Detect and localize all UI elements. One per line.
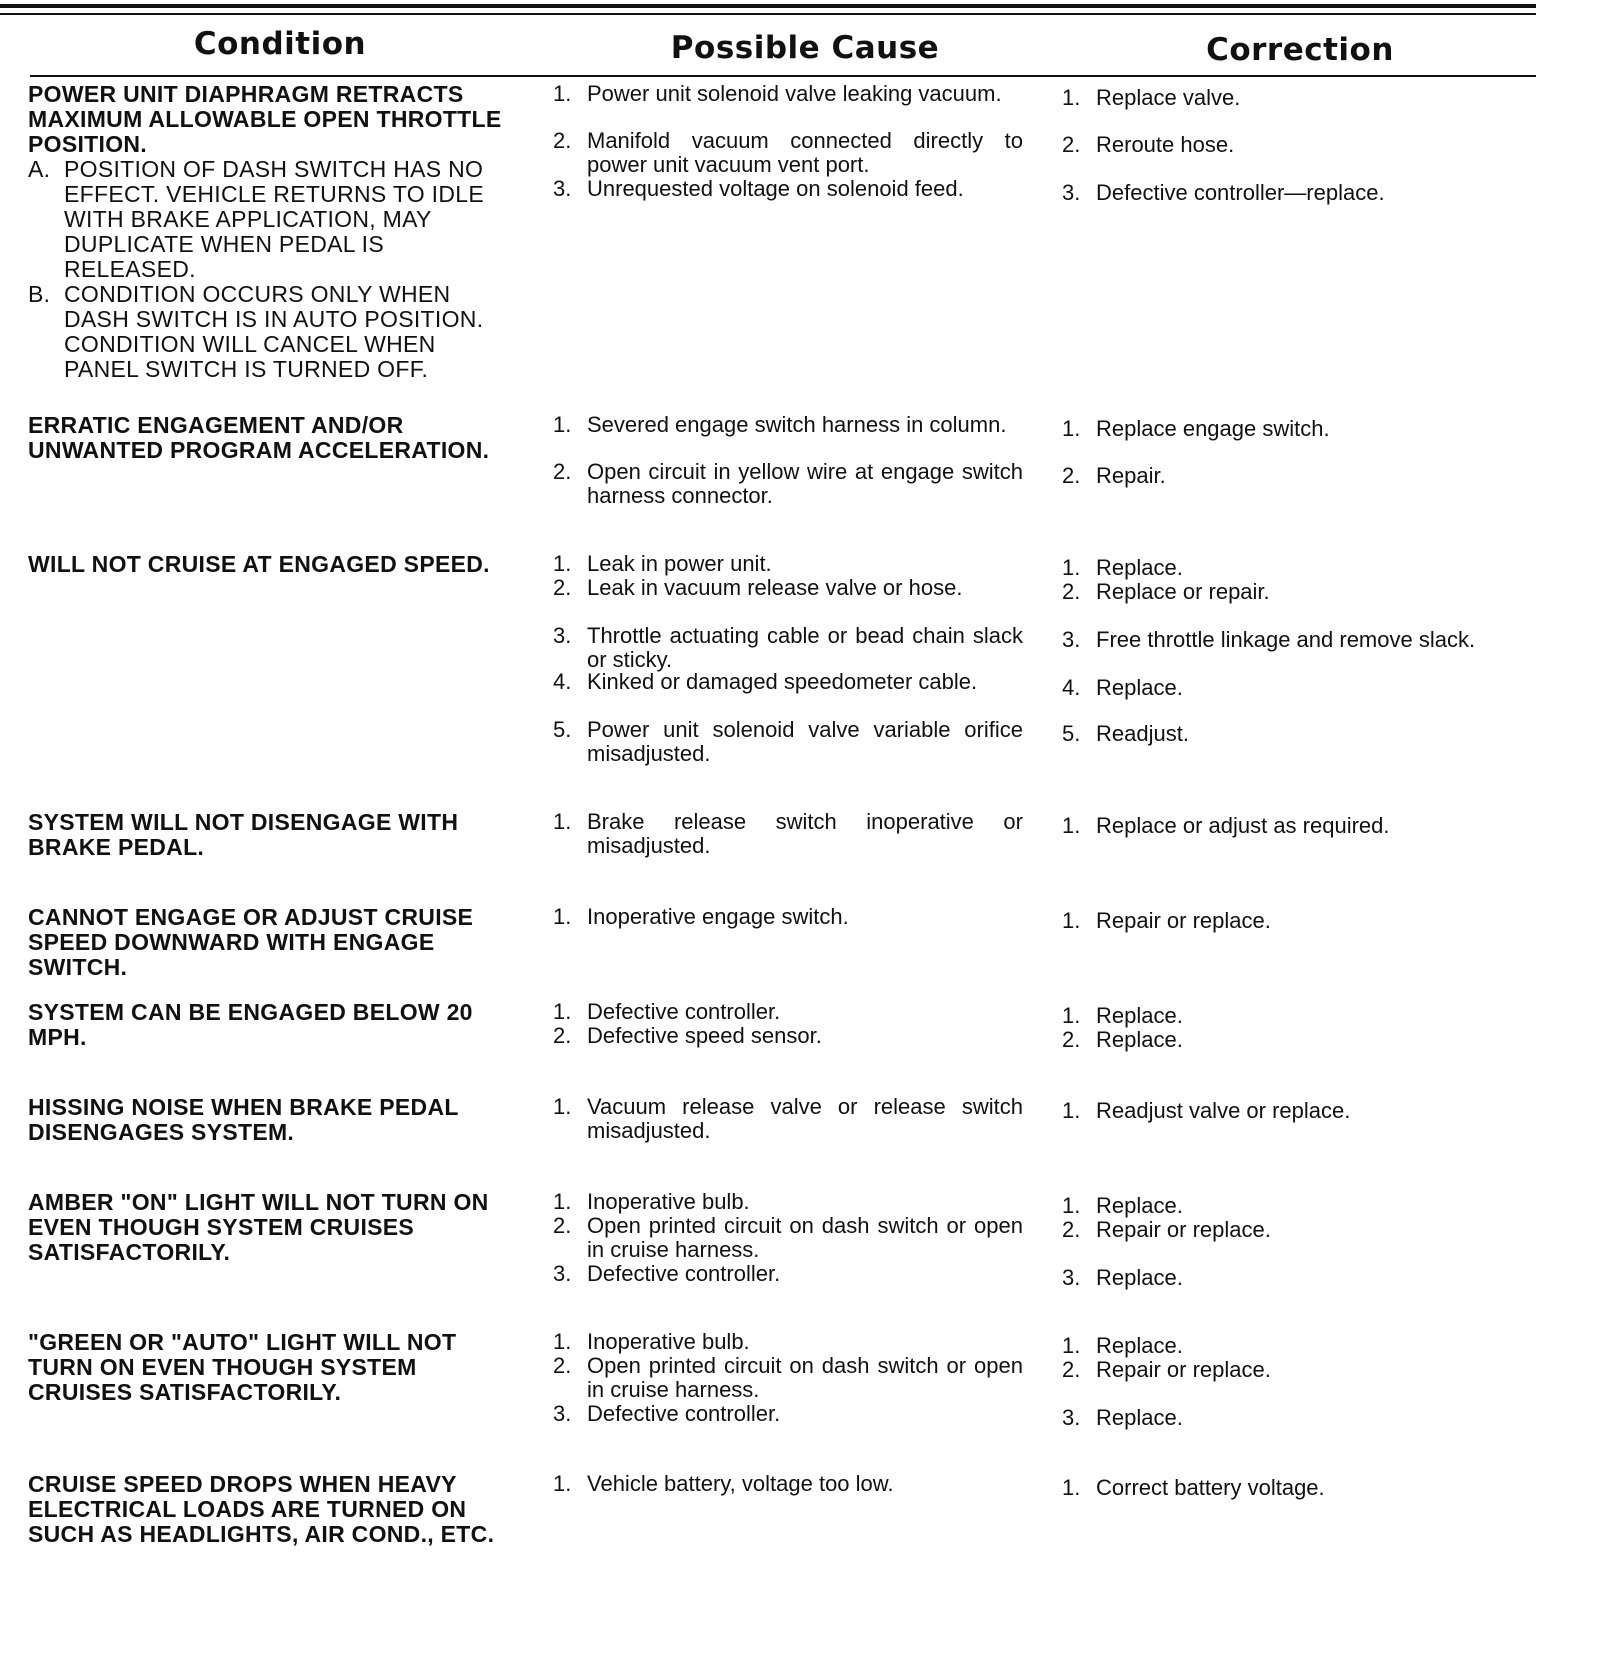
item-number: 1. [553, 1094, 572, 1119]
item-number: 2. [1062, 1357, 1081, 1382]
cause-item [553, 1024, 1023, 1048]
item-text: Vacuum release valve or release switch misadjusted. [587, 1094, 1023, 1143]
correction-item [1062, 1194, 1532, 1218]
item-number: 3. [1062, 627, 1081, 652]
item-text: Defective controller. [587, 999, 781, 1024]
item-text: Replace. [1096, 1193, 1183, 1218]
item-number: 5. [553, 717, 572, 742]
condition-subitem [28, 157, 508, 282]
cause-item [553, 1095, 1023, 1143]
item-text: Kinked or damaged speedometer cable. [587, 669, 978, 694]
correction-item [1062, 1004, 1532, 1028]
item-text: Replace. [1096, 1003, 1183, 1028]
correction-item [1062, 722, 1532, 746]
item-number: 1. [1062, 1193, 1081, 1218]
item-number: 1. [553, 999, 572, 1024]
cause-item [553, 810, 1023, 858]
correction-item [1062, 133, 1532, 157]
item-number: 1. [1062, 1475, 1081, 1500]
item-number: 2. [553, 1353, 572, 1378]
item-number: 2. [1062, 463, 1081, 488]
item-number: 5. [1062, 721, 1081, 746]
item-number: 1. [1062, 416, 1081, 441]
subitem-label: B. [28, 281, 51, 307]
item-text: Inoperative bulb. [587, 1329, 750, 1354]
cause-item [553, 718, 1023, 766]
item-number: 1. [1062, 1098, 1081, 1123]
correction-item [1062, 1334, 1532, 1358]
subitem-text: POSITION OF DASH SWITCH HAS NO EFFECT. VEHICLE RETURNS TO IDLE WITH BRAKE APPLICATION, MAY DUPLICATE WHEN PEDAL IS RELEASED. [64, 156, 484, 282]
correction-item [1062, 556, 1532, 580]
item-text: Open printed circuit on dash switch or open in cruise harness. [587, 1353, 1023, 1402]
correction-cell [1062, 552, 1532, 746]
item-text: Repair or replace. [1096, 1357, 1271, 1382]
item-number: 3. [553, 1261, 572, 1286]
correction-item [1062, 1476, 1532, 1500]
item-number: 2. [553, 575, 572, 600]
condition-cell [28, 810, 508, 860]
item-number: 1. [553, 412, 572, 437]
cause-cell [553, 999, 1023, 1048]
top-rule [0, 4, 1536, 8]
item-text: Replace. [1096, 1265, 1183, 1290]
correction-cell [1062, 810, 1532, 838]
item-number: 1. [1062, 1003, 1081, 1028]
cause-item [553, 82, 1023, 106]
condition-text: HISSING NOISE WHEN BRAKE PEDAL DISENGAGES SYSTEM. [28, 1094, 459, 1145]
correction-item [1062, 1266, 1532, 1290]
item-text: Repair. [1096, 463, 1166, 488]
item-text: Leak in vacuum release valve or hose. [587, 575, 963, 600]
condition-cell [28, 1472, 508, 1547]
cause-item [553, 905, 1023, 929]
correction-item [1062, 464, 1532, 488]
item-text: Free throttle linkage and remove slack. [1096, 627, 1476, 652]
cause-cell [553, 81, 1023, 201]
item-number: 1. [553, 551, 572, 576]
item-number: 2. [1062, 1027, 1081, 1052]
condition-text: WILL NOT CRUISE AT ENGAGED SPEED. [28, 551, 490, 577]
item-text: Unrequested voltage on solenoid feed. [587, 176, 964, 201]
correction-cell [1062, 905, 1532, 933]
item-text: Defective controller. [587, 1261, 781, 1286]
item-number: 3. [1062, 180, 1081, 205]
item-number: 1. [553, 1189, 572, 1214]
item-number: 1. [553, 81, 572, 106]
correction-item [1062, 1028, 1532, 1052]
item-number: 2. [553, 128, 572, 153]
item-text: Readjust valve or replace. [1096, 1098, 1351, 1123]
item-text: Leak in power unit. [587, 551, 772, 576]
item-text: Power unit solenoid valve leaking vacuum. [587, 81, 1002, 106]
cause-cell [553, 551, 1023, 766]
item-text: Brake release switch inoperative or misadjusted. [587, 809, 1023, 858]
item-text: Open printed circuit on dash switch or open in cruise harness. [587, 1213, 1023, 1262]
cause-item [553, 1402, 1023, 1426]
condition-cell [28, 82, 508, 382]
correction-item [1062, 1218, 1532, 1242]
item-text: Repair or replace. [1096, 1217, 1271, 1242]
item-number: 1. [553, 809, 572, 834]
condition-text: SYSTEM WILL NOT DISENGAGE WITH BRAKE PEDAL. [28, 809, 459, 860]
header-correction: Correction [1206, 32, 1394, 68]
cause-item [553, 1472, 1023, 1496]
item-text: Defective controller—replace. [1096, 180, 1385, 205]
item-number: 1. [1062, 85, 1081, 110]
correction-item [1062, 1406, 1532, 1430]
item-number: 2. [553, 459, 572, 484]
item-text: Reroute hose. [1096, 132, 1235, 157]
cause-item [553, 670, 1023, 694]
cause-item [553, 1000, 1023, 1024]
item-number: 2. [1062, 132, 1081, 157]
subitem-text: CONDITION OCCURS ONLY WHEN DASH SWITCH IS IN AUTO POSITION. CONDITION WILL CANCEL WHEN PANEL SWITCH IS TURNED OFF. [64, 281, 484, 382]
item-number: 1. [1062, 908, 1081, 933]
item-text: Correct battery voltage. [1096, 1475, 1325, 1500]
item-text: Defective controller. [587, 1401, 781, 1426]
item-text: Inoperative bulb. [587, 1189, 750, 1214]
item-text: Inoperative engage switch. [587, 904, 849, 929]
item-text: Defective speed sensor. [587, 1023, 822, 1048]
cause-item [553, 624, 1023, 672]
cause-item [553, 576, 1023, 600]
item-text: Replace. [1096, 1333, 1183, 1358]
condition-cell [28, 905, 508, 980]
item-number: 2. [1062, 579, 1081, 604]
correction-cell [1062, 82, 1532, 205]
condition-text: CRUISE SPEED DROPS WHEN HEAVY ELECTRICAL LOADS ARE TURNED ON SUCH AS HEADLIGHTS, AIR COND., ETC. [28, 1471, 495, 1547]
cause-cell [553, 904, 1023, 929]
correction-item [1062, 1099, 1532, 1123]
item-text: Replace. [1096, 1405, 1183, 1430]
item-number: 2. [553, 1023, 572, 1048]
item-text: Open circuit in yellow wire at engage switch harness connector. [587, 459, 1023, 508]
item-number: 1. [1062, 813, 1081, 838]
correction-cell [1062, 1330, 1532, 1430]
correction-cell [1062, 1095, 1532, 1123]
correction-item [1062, 676, 1532, 700]
item-text: Readjust. [1096, 721, 1189, 746]
cause-cell [553, 412, 1023, 508]
correction-item [1062, 628, 1532, 652]
condition-text: POWER UNIT DIAPHRAGM RETRACTS MAXIMUM ALLOWABLE OPEN THROTTLE POSITION. [28, 81, 502, 157]
header-rule [0, 13, 1536, 15]
item-number: 3. [1062, 1405, 1081, 1430]
cause-item [553, 1214, 1023, 1262]
condition-text: AMBER "ON" LIGHT WILL NOT TURN ON EVEN THOUGH SYSTEM CRUISES SATISFACTORILY. [28, 1189, 489, 1265]
condition-text: ERRATIC ENGAGEMENT AND/OR UNWANTED PROGRAM ACCELERATION. [28, 412, 490, 463]
cause-cell [553, 1471, 1023, 1496]
cause-item [553, 129, 1023, 177]
item-text: Power unit solenoid valve variable orifice misadjusted. [587, 717, 1023, 766]
correction-cell [1062, 1190, 1532, 1290]
cause-item [553, 413, 1023, 437]
condition-subitem [28, 282, 508, 382]
condition-text: "GREEN OR "AUTO" LIGHT WILL NOT TURN ON EVEN THOUGH SYSTEM CRUISES SATISFACTORILY. [28, 1329, 457, 1405]
item-number: 1. [553, 904, 572, 929]
cause-item [553, 1354, 1023, 1402]
correction-item [1062, 580, 1532, 604]
condition-cell [28, 1095, 508, 1145]
condition-cell [28, 1190, 508, 1265]
correction-item [1062, 909, 1532, 933]
condition-cell [28, 413, 508, 463]
correction-item [1062, 181, 1532, 205]
correction-item [1062, 1358, 1532, 1382]
item-number: 1. [1062, 1333, 1081, 1358]
correction-item [1062, 86, 1532, 110]
item-number: 3. [553, 1401, 572, 1426]
cause-cell [553, 1094, 1023, 1143]
item-number: 2. [1062, 1217, 1081, 1242]
cause-item [553, 1190, 1023, 1214]
item-text: Replace or adjust as required. [1096, 813, 1390, 838]
item-text: Replace. [1096, 675, 1183, 700]
cause-cell [553, 809, 1023, 858]
item-text: Replace. [1096, 1027, 1183, 1052]
item-text: Replace engage switch. [1096, 416, 1330, 441]
item-text: Replace. [1096, 555, 1183, 580]
header-possible-cause: Possible Cause [670, 30, 940, 66]
header-underline [30, 75, 1536, 77]
condition-cell [28, 1000, 508, 1050]
subitem-label: A. [28, 156, 51, 182]
condition-text: SYSTEM CAN BE ENGAGED BELOW 20 MPH. [28, 999, 473, 1050]
item-number: 1. [553, 1471, 572, 1496]
item-number: 3. [553, 176, 572, 201]
header-condition: Condition [193, 26, 367, 62]
cause-item [553, 460, 1023, 508]
item-text: Replace valve. [1096, 85, 1241, 110]
item-number: 4. [1062, 675, 1081, 700]
cause-item [553, 1330, 1023, 1354]
correction-cell [1062, 1000, 1532, 1052]
cause-item [553, 1262, 1023, 1286]
cause-cell [553, 1189, 1023, 1286]
condition-cell [28, 1330, 508, 1405]
correction-cell [1062, 413, 1532, 488]
item-number: 4. [553, 669, 572, 694]
item-text: Severed engage switch harness in column. [587, 412, 1007, 437]
cause-cell [553, 1329, 1023, 1426]
item-text: Manifold vacuum connected directly to power unit vacuum vent port. [587, 128, 1023, 177]
condition-cell [28, 552, 508, 577]
item-text: Replace or repair. [1096, 579, 1270, 604]
item-text: Repair or replace. [1096, 908, 1271, 933]
correction-item [1062, 417, 1532, 441]
item-number: 3. [1062, 1265, 1081, 1290]
correction-cell [1062, 1472, 1532, 1500]
cause-item [553, 552, 1023, 576]
item-text: Throttle actuating cable or bead chain slack or sticky. [587, 623, 1023, 672]
condition-text: CANNOT ENGAGE OR ADJUST CRUISE SPEED DOWNWARD WITH ENGAGE SWITCH. [28, 904, 474, 980]
item-text: Vehicle battery, voltage too low. [587, 1471, 894, 1496]
item-number: 1. [553, 1329, 572, 1354]
correction-item [1062, 814, 1532, 838]
item-number: 2. [553, 1213, 572, 1238]
item-number: 1. [1062, 555, 1081, 580]
cause-item [553, 177, 1023, 201]
item-number: 3. [553, 623, 572, 648]
